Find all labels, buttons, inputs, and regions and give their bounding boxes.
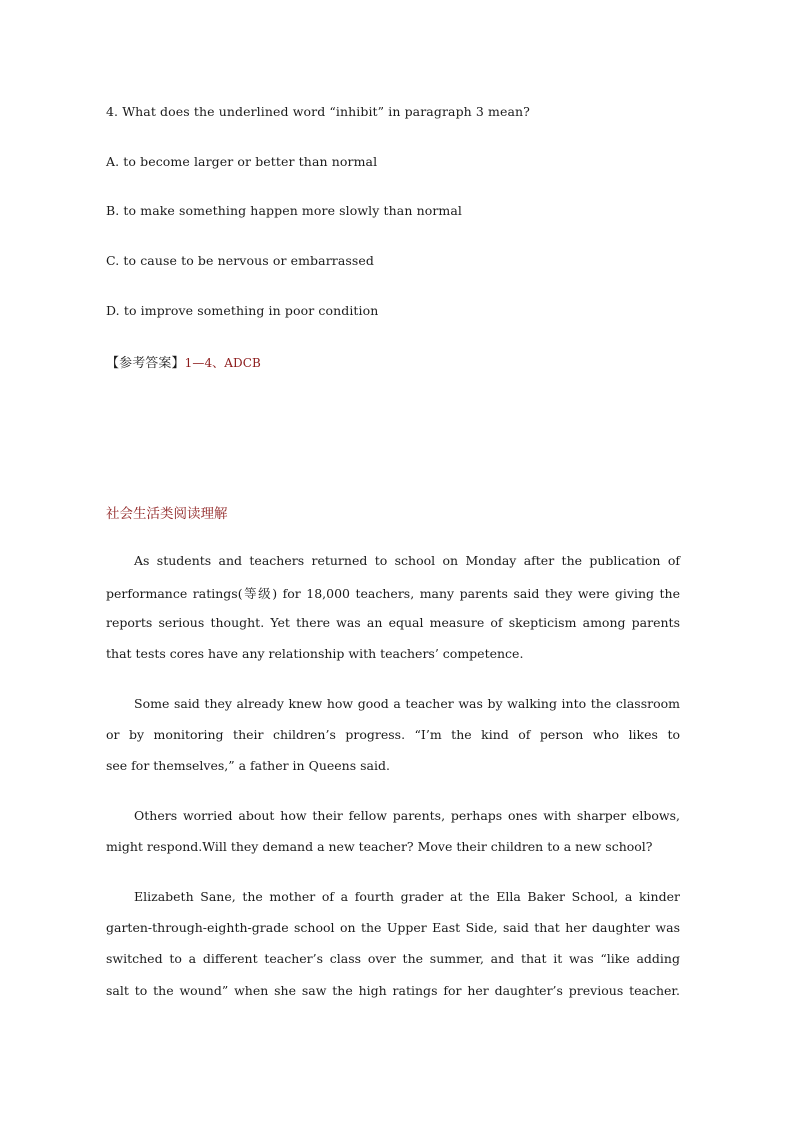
- option-b: B. to make something happen more slowly than normal: [106, 203, 463, 218]
- option-a: A. to become larger or better than normal: [106, 154, 378, 169]
- paragraph-line: Elizabeth Sane, the mother of a fourth grader at the Ella Baker School, a kinder: [134, 889, 680, 904]
- paragraph-line: see for themselves,” a father in Queens said.: [106, 758, 390, 773]
- option-d: D. to improve something in poor condition: [106, 303, 379, 318]
- paragraph-line: switched to a different teacher’s class over the summer, and that it was “like adding: [106, 951, 680, 966]
- option-c: C. to cause to be nervous or embarrassed: [106, 253, 375, 268]
- paragraph-line: performance ratings(等级) for 18,000 teachers, many parents said they were giving the: [106, 586, 680, 601]
- paragraph-line: that tests cores have any relationship with teachers’ competence.: [106, 646, 524, 661]
- paragraph-line: salt to the wound” when she saw the high ratings for her daughter’s previous teacher.: [106, 983, 680, 998]
- paragraph-line: garten-through-eighth-grade school on the Upper East Side, said that her daughter was: [106, 920, 680, 935]
- paragraph-line: might respond.Will they demand a new teacher? Move their children to a new school?: [106, 839, 653, 854]
- paragraph-line: As students and teachers returned to school on Monday after the publication of: [134, 553, 680, 568]
- paragraph-line: Some said they already knew how good a teacher was by walking into the classroom: [134, 696, 680, 711]
- answer-key-label: 【参考答案】: [106, 356, 185, 371]
- answer-key: [106, 352, 261, 371]
- answer-key-value: 1—4、ADCB: [184, 356, 261, 370]
- paragraph-line: reports serious thought. Yet there was an equal measure of skepticism among parents: [106, 615, 680, 630]
- section-heading: 社会生活类阅读理解: [106, 506, 228, 522]
- paragraph-line: or by monitoring their children’s progress. “I’m the kind of person who likes to: [106, 727, 680, 742]
- question-stem: 4. What does the underlined word “inhibit” in paragraph 3 mean?: [106, 104, 530, 119]
- paragraph-line: Others worried about how their fellow parents, perhaps ones with sharper elbows,: [134, 808, 680, 823]
